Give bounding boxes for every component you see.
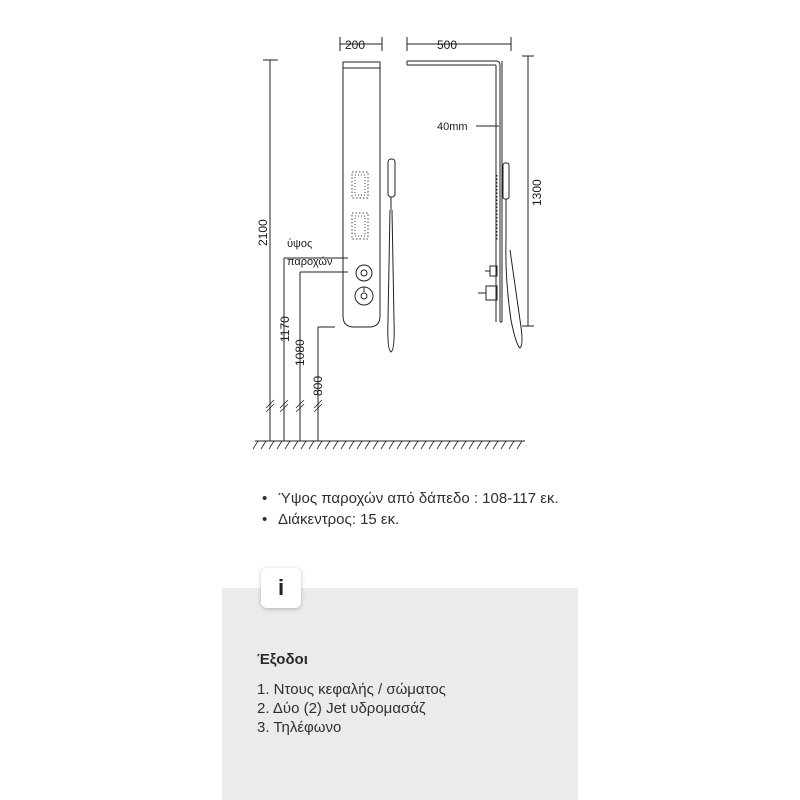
break-marks [266, 400, 322, 412]
label-outlet-min: 1080 [293, 339, 307, 366]
spec-item: • Διάκεντρος: 15 εκ. [262, 509, 582, 530]
side-valve-lower [478, 286, 497, 300]
front-panel-view [343, 62, 395, 352]
outputs-list [257, 680, 446, 737]
label-outlet-max: 1170 [278, 316, 292, 342]
info-icon[interactable] [261, 568, 301, 608]
info-icon-glyph: i [277, 575, 285, 600]
dimension-arm-length [407, 37, 511, 51]
spec-list [262, 488, 582, 530]
label-panel-bottom: 800 [311, 375, 325, 396]
jet-grid-upper [352, 172, 368, 198]
label-top-width: 200 [345, 38, 366, 52]
label-outlet-height-2: παροχών [287, 256, 333, 268]
label-arm-height: 1300 [530, 179, 544, 206]
jet-grid-lower [352, 213, 368, 239]
outputs-item: 1. Ντους κεφαλής / σώματος [257, 681, 446, 698]
floor-hatching [253, 441, 522, 449]
label-total-height: 2100 [256, 219, 270, 246]
spec-item: • Ύψος παροχών από δάπεδο : 108-117 εκ. [262, 488, 582, 509]
label-arm-length: 500 [437, 38, 458, 52]
label-pipe-diameter: 40mm [437, 121, 468, 133]
outputs-item: 3. Τηλέφωνο [257, 719, 342, 736]
hand-shower-front [388, 159, 395, 352]
side-valve-upper [485, 266, 497, 276]
hand-shower-side [503, 163, 522, 348]
side-panel-view [407, 61, 522, 348]
label-outlet-height-1: ύψος [287, 238, 313, 250]
outputs-title: Έξοδοι [257, 651, 308, 668]
diverter-knob [356, 265, 372, 281]
mixer-knob [355, 287, 373, 305]
outputs-item: 2. Δύο (2) Jet υδρομασάζ [257, 700, 426, 717]
